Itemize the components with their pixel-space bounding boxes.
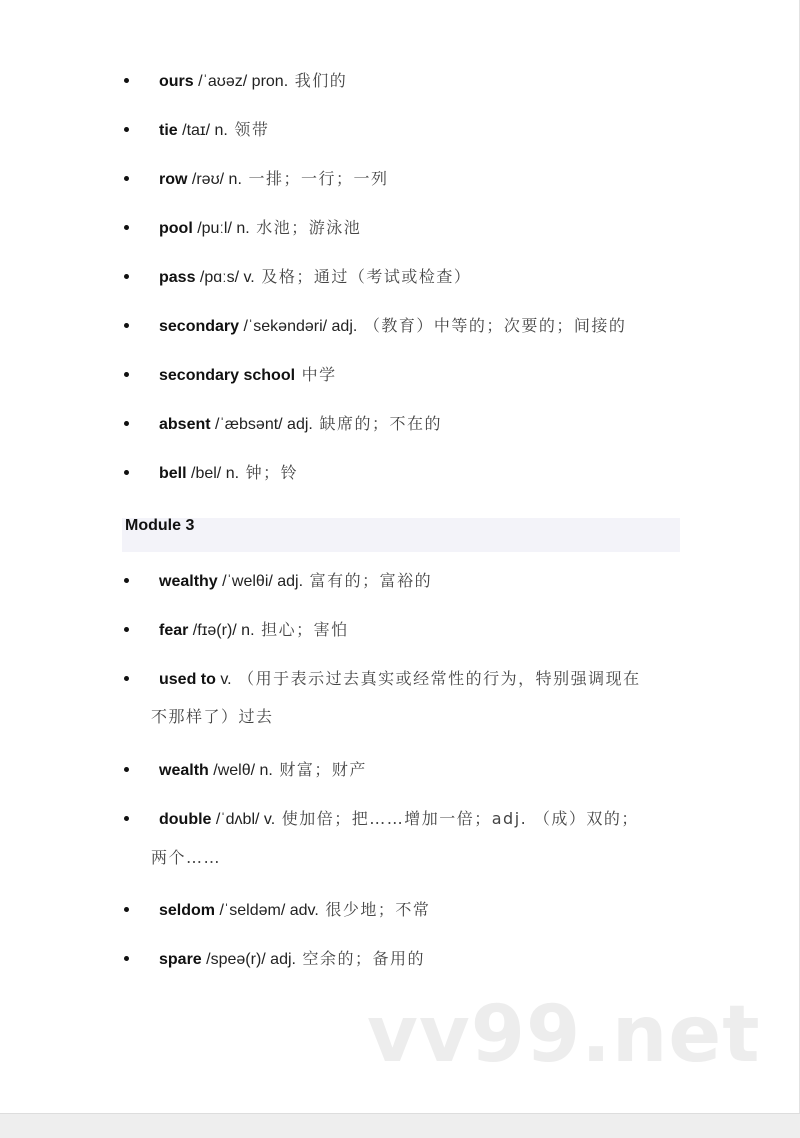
entry-word: used to: [159, 671, 216, 688]
list-item: [0, 360, 800, 390]
list-item: [0, 755, 800, 785]
list-item: [0, 311, 800, 341]
entry-line: [159, 462, 298, 485]
entry-meaning: （教育）中等的；次要的；间接的: [357, 316, 627, 335]
entry-word: seldom: [159, 902, 216, 919]
entry-phonetic: /fɪə(r)/ n.: [188, 622, 255, 639]
entry-meaning: 很少地；不常: [318, 900, 431, 919]
entry-continuation: 不那样了）过去: [151, 707, 274, 726]
bullet-icon: [124, 274, 129, 279]
entry-line: [159, 668, 641, 691]
entry-phonetic: /taɪ/ n.: [177, 122, 228, 139]
entry-meaning: 一排；一行；一列: [241, 169, 389, 188]
entry-line: [159, 315, 626, 338]
bullet-icon: [124, 627, 129, 632]
entry-meaning: 富有的；富裕的: [303, 571, 433, 590]
entry-meaning: 钟；铃: [239, 463, 299, 482]
list-item: [0, 66, 800, 96]
entry-line: [159, 948, 425, 971]
list-item: [0, 458, 800, 488]
entry-line: [159, 70, 347, 93]
entry-meaning: 财富；财产: [272, 760, 367, 779]
bullet-icon: [124, 176, 129, 181]
list-item: [0, 895, 800, 925]
entry-phonetic: /ˈaʊəz/ pron.: [193, 73, 289, 90]
module-heading: Module 3: [125, 517, 195, 534]
entry-continuation: 两个……: [151, 848, 222, 867]
entry-line: [159, 364, 337, 387]
entry-phonetic: /ˈdʌbl/ v.: [211, 811, 276, 828]
entry-phonetic: /speə(r)/ adj.: [201, 951, 296, 968]
entry-meaning: 担心；害怕: [254, 620, 349, 639]
entry-word: double: [159, 811, 212, 828]
list-item: [0, 615, 800, 645]
page-bottom-edge: [0, 1113, 800, 1138]
entry-meaning: （用于表示过去真实或经常性的行为，特别强调现在: [231, 669, 641, 688]
entry-phonetic: /welθ/ n.: [208, 762, 273, 779]
entry-word: wealthy: [159, 573, 218, 590]
module-heading-bar: [122, 518, 680, 552]
entry-phonetic: /rəʊ/ n.: [187, 171, 242, 188]
entry-word: secondary: [159, 318, 240, 335]
entry-word: bell: [159, 465, 187, 482]
entry-phonetic: /puːl/ n.: [192, 220, 250, 237]
bullet-icon: [124, 127, 129, 132]
entry-phonetic: /bel/ n.: [186, 465, 240, 482]
bullet-icon: [124, 578, 129, 583]
entry-meaning: 水池；游泳池: [249, 218, 362, 237]
bullet-icon: [124, 816, 129, 821]
entry-phonetic: /ˈsekəndəri/ adj.: [239, 318, 358, 335]
entry-word: pass: [159, 269, 196, 286]
entry-word: pool: [159, 220, 193, 237]
list-item: [0, 213, 800, 243]
entry-line: [159, 413, 442, 436]
entry-phonetic: /pɑːs/ v.: [195, 269, 255, 286]
entry-line: [159, 168, 389, 191]
bullet-icon: [124, 470, 129, 475]
entry-word: fear: [159, 622, 189, 639]
entry-meaning: 使加倍；把……增加一倍；adj. （成）双的；: [275, 809, 639, 828]
bullet-icon: [124, 956, 129, 961]
entry-line: [159, 570, 432, 593]
entry-meaning: 空余的；备用的: [295, 949, 426, 968]
bullet-icon: [124, 225, 129, 230]
entry-word: absent: [159, 416, 211, 433]
list-item: [0, 944, 800, 974]
entry-word: wealth: [159, 762, 209, 779]
entry-line: [159, 808, 639, 831]
entry-line: [159, 217, 361, 240]
entry-phonetic: /ˈwelθi/ adj.: [217, 573, 304, 590]
list-item: [0, 409, 800, 439]
bullet-icon: [124, 372, 129, 377]
entry-word: ours: [159, 73, 194, 90]
list-item: [0, 164, 800, 194]
watermark: vv99.net: [367, 990, 761, 1080]
entry-word: tie: [159, 122, 178, 139]
entry-meaning: 缺席的；不在的: [312, 414, 442, 433]
list-item: [0, 262, 800, 292]
list-item: [0, 115, 800, 145]
bullet-icon: [124, 421, 129, 426]
entry-line: [159, 266, 471, 289]
entry-word: secondary school: [159, 367, 296, 384]
bullet-icon: [124, 767, 129, 772]
entry-line: [159, 119, 269, 142]
entry-phonetic: /ˈæbsənt/ adj.: [210, 416, 313, 433]
entry-meaning: 领带: [227, 120, 270, 139]
entry-phonetic: /ˈseldəm/ adv.: [215, 902, 319, 919]
entry-meaning: 我们的: [288, 71, 348, 90]
entry-line: [159, 759, 367, 782]
entry-word: row: [159, 171, 188, 188]
list-item: [0, 804, 800, 834]
list-item: [0, 664, 800, 694]
bullet-icon: [124, 907, 129, 912]
entry-word: spare: [159, 951, 202, 968]
entry-meaning: 及格；通过（考试或检查）: [254, 267, 472, 286]
entry-line: [159, 619, 349, 642]
list-item: [0, 566, 800, 596]
entry-phonetic: v.: [215, 671, 232, 688]
bullet-icon: [124, 676, 129, 681]
bullet-icon: [124, 323, 129, 328]
entry-line: [159, 899, 430, 922]
bullet-icon: [124, 78, 129, 83]
entry-meaning: 中学: [295, 365, 337, 384]
